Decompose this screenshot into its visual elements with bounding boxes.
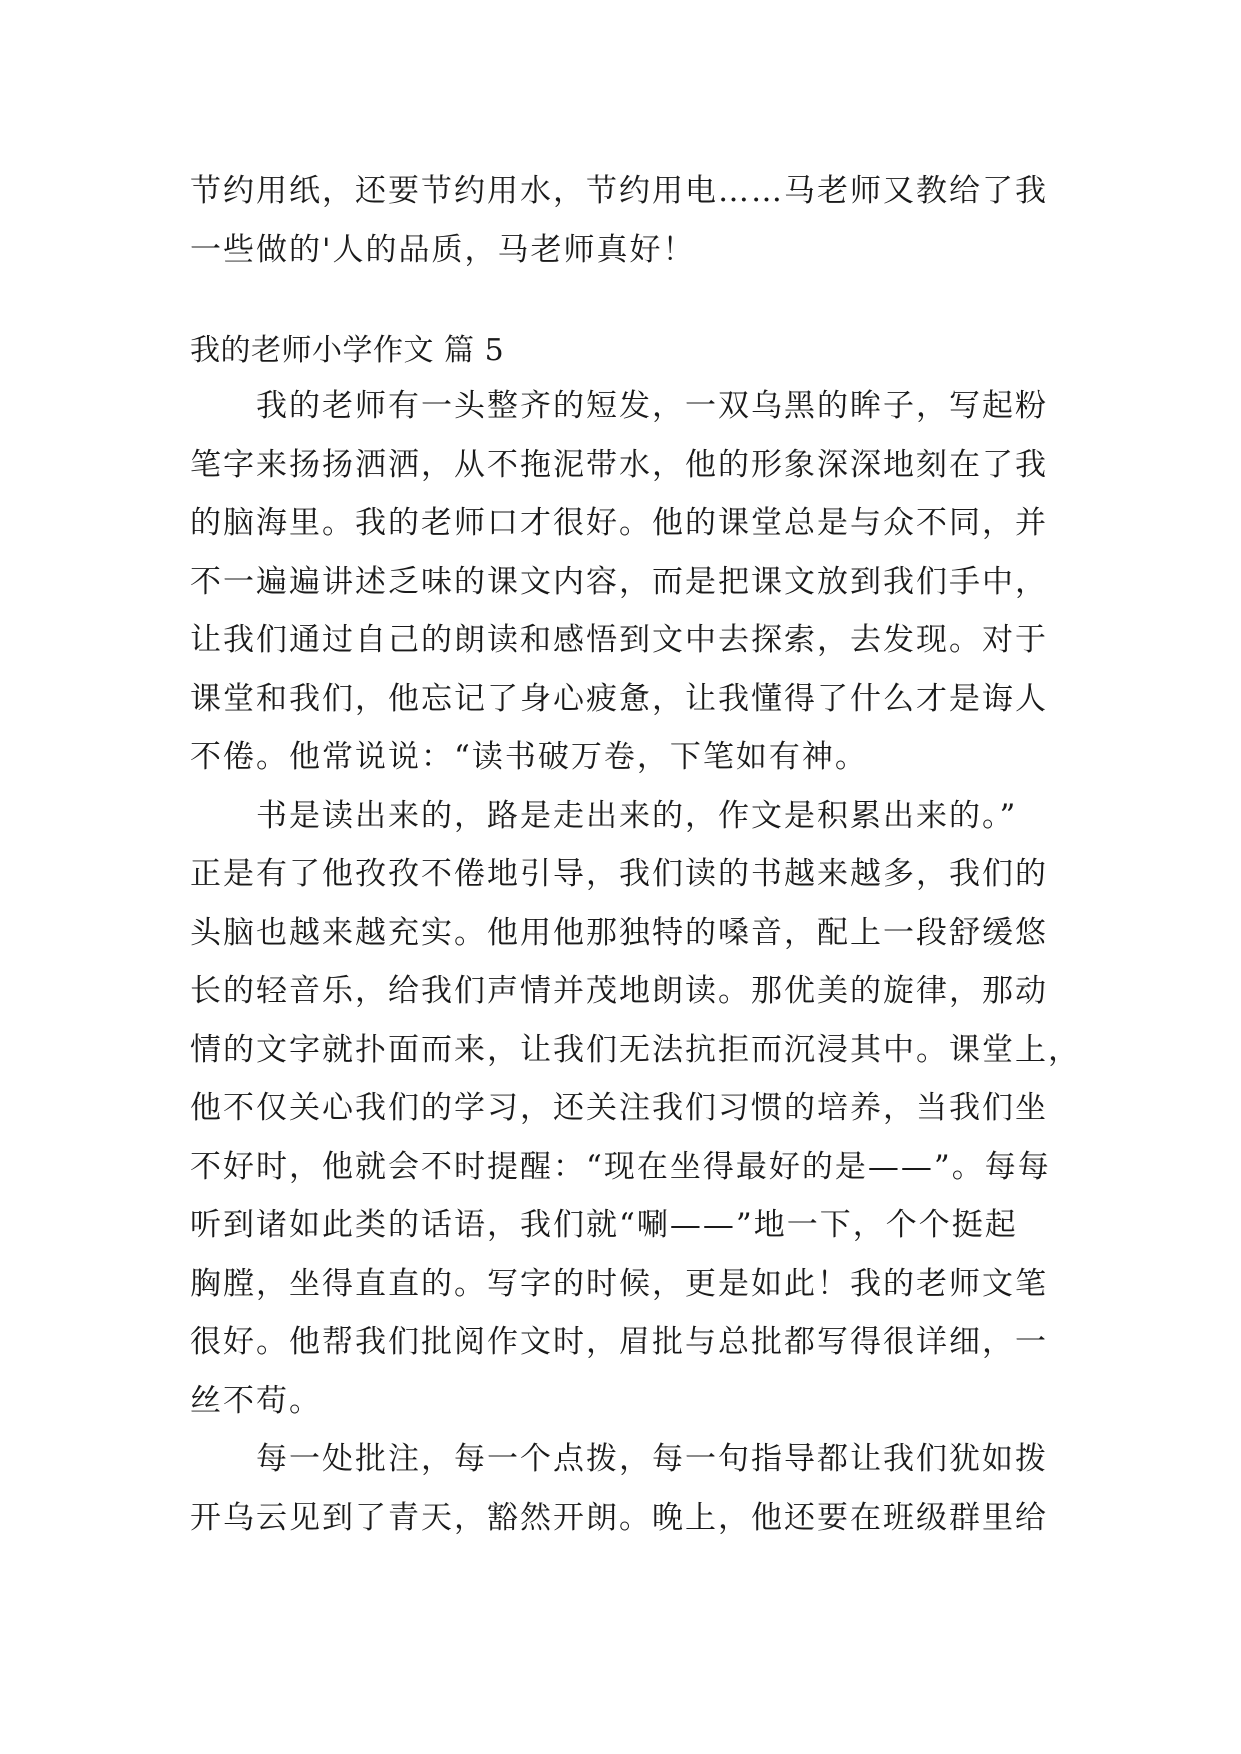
text-line: 不一遍遍讲述乏味的课文内容，而是把课文放到我们手中， (190, 563, 1048, 600)
text-line: 不倦。他常说说：“读书破万卷，下笔如有神。 (190, 739, 868, 775)
text-line: 丝不苟。 (190, 1382, 322, 1419)
text-line: 他不仅关心我们的学习，还关注我们习惯的培养，当我们坐 (190, 1090, 1048, 1126)
text-line: 很好。他帮我们批阅作文时，眉批与总批都写得很详细，一 (190, 1324, 1048, 1360)
text-line: 长的轻音乐，给我们声情并茂地朗读。那优美的旋律，那动 (190, 973, 1048, 1009)
paragraph (190, 1430, 1060, 1547)
text-line: 正是有了他孜孜不倦地引导，我们读的书越来越多，我们的 (190, 856, 1048, 892)
text-line: 课堂和我们，他忘记了身心疲惫，让我懂得了什么才是诲人 (190, 680, 1048, 717)
text-line: 不好时，他就会不时提醒：“现在坐得最好的是——”。每每 (190, 1148, 1051, 1185)
text-line: 胸膛，坐得直直的。写字的时候，更是如此！我的老师文笔 (190, 1265, 1048, 1302)
text-line: 我的老师有一头整齐的短发，一双乌黑的眸子，写起粉 (256, 388, 1048, 424)
text-line: 头脑也越来越充实。他用他那独特的嗓音，配上一段舒缓悠 (190, 914, 1048, 951)
previous-paragraph (190, 162, 1060, 279)
text-line: 书是读出来的，路是走出来的，作文是积累出来的。” (256, 797, 1018, 834)
paragraph (190, 787, 1081, 1431)
section-title: 我的老师小学作文 篇 5 (190, 333, 505, 368)
text-line: 一些做的'人的品质，马老师真好！ (190, 231, 696, 268)
text-line: 听到诸如此类的话语，我们就“唰——”地一下，个个挺起 (190, 1207, 1018, 1243)
text-line: 情的文字就扑面而来，让我们无法抗拒而沉浸其中。课堂上， (190, 1031, 1081, 1068)
text-line: 每一处批注，每一个点拨，每一句指导都让我们犹如拨 (256, 1441, 1048, 1477)
text-line: 的脑海里。我的老师口才很好。他的课堂总是与众不同，并 (190, 505, 1048, 541)
paragraph (190, 377, 1060, 787)
text-line: 节约用纸，还要节约用水，节约用电……马老师又教给了我 (190, 173, 1048, 209)
document-body (190, 162, 1081, 1547)
text-line: 让我们通过自己的朗读和感悟到文中去探索，去发现。对于 (190, 622, 1048, 658)
text-line: 笔字来扬扬洒洒，从不拖泥带水，他的形象深深地刻在了我 (190, 446, 1048, 483)
text-line: 开乌云见到了青天，豁然开朗。晚上，他还要在班级群里给 (190, 1499, 1048, 1536)
